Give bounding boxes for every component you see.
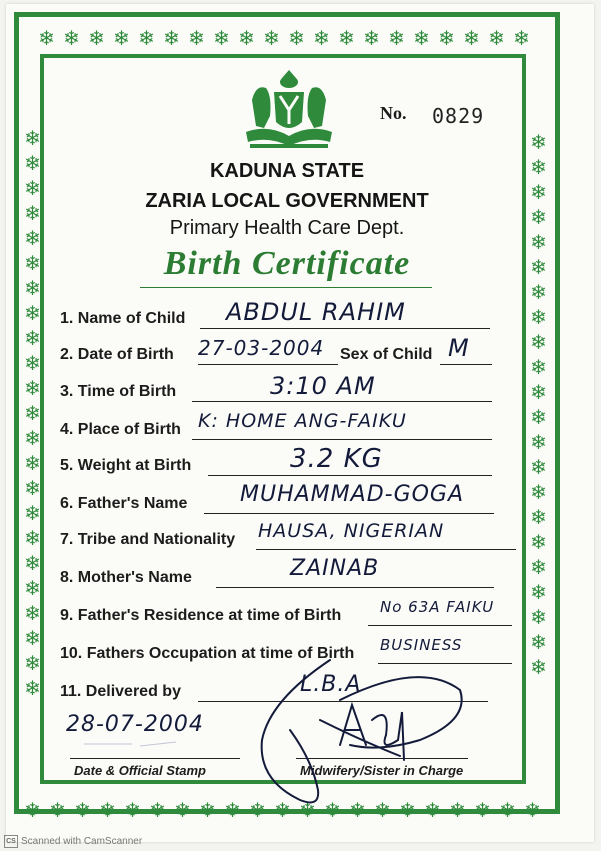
snowflake-icon: ❄ xyxy=(499,798,516,822)
snowflake-icon: ❄ xyxy=(530,480,547,504)
snowflake-icon: ❄ xyxy=(163,26,180,50)
field-label-name-of-child: 1. Name of Child xyxy=(60,310,186,327)
snowflake-icon: ❄ xyxy=(24,201,41,225)
snowflake-icon: ❄ xyxy=(63,26,80,50)
snowflake-icon: ❄ xyxy=(213,26,230,50)
value-delivered-by: L.B.A xyxy=(300,672,362,697)
snowflake-icon: ❄ xyxy=(24,151,41,175)
snowflake-icon: ❄ xyxy=(88,26,105,50)
value-fathers-residence: No 63A FAIKU xyxy=(380,598,495,616)
snowflake-icon: ❄ xyxy=(530,655,547,679)
snowflake-icon: ❄ xyxy=(24,576,41,600)
snowflake-icon: ❄ xyxy=(530,605,547,629)
snowflake-icon: ❄ xyxy=(74,798,91,822)
snowflake-icon: ❄ xyxy=(530,630,547,654)
snowflake-icon: ❄ xyxy=(24,451,41,475)
snowflake-icon: ❄ xyxy=(24,351,41,375)
snowflake-icon: ❄ xyxy=(188,26,205,50)
field-label-fathers-occupation: 10. Fathers Occupation at time of Birth xyxy=(60,645,355,662)
snowflake-icon: ❄ xyxy=(530,130,547,154)
snowflake-icon: ❄ xyxy=(530,380,547,404)
snowflake-icon: ❄ xyxy=(149,798,166,822)
snowflake-icon: ❄ xyxy=(374,798,391,822)
snowflake-icon: ❄ xyxy=(424,798,441,822)
value-tribe-nationality: HAUSA, NIGERIAN xyxy=(258,520,445,542)
value-weight-at-birth: 3.2 KG xyxy=(290,444,383,474)
snowflake-icon: ❄ xyxy=(238,26,255,50)
field-label-fathers-name: 6. Father's Name xyxy=(60,495,188,512)
date-stamp-caption: Date & Official Stamp xyxy=(74,763,206,778)
field-label-tribe-nationality: 7. Tribe and Nationality xyxy=(60,531,236,548)
snowflake-icon: ❄ xyxy=(530,455,547,479)
certificate-number: 0829 xyxy=(432,104,485,128)
field-label-place-of-birth: 4. Place of Birth xyxy=(60,421,181,438)
snowflake-icon: ❄ xyxy=(530,180,547,204)
snowflake-icon: ❄ xyxy=(113,26,130,50)
value-place-of-birth: K: HOME ANG-FAIKU xyxy=(198,410,407,432)
stamp-date: 28-07-2004 xyxy=(66,712,204,737)
field-label-date-of-birth: 2. Date of Birth xyxy=(60,346,174,363)
snowflake-icon: ❄ xyxy=(299,798,316,822)
snowflake-icon: ❄ xyxy=(530,530,547,554)
snowflake-icon: ❄ xyxy=(530,330,547,354)
snowflake-icon: ❄ xyxy=(313,26,330,50)
snowflake-icon: ❄ xyxy=(24,426,41,450)
snowflake-icon: ❄ xyxy=(124,798,141,822)
snowflake-icon: ❄ xyxy=(24,376,41,400)
field-label-fathers-residence: 9. Father's Residence at time of Birth xyxy=(60,607,342,624)
snowflake-icon: ❄ xyxy=(463,26,480,50)
snowflake-icon: ❄ xyxy=(349,798,366,822)
snowflake-icon: ❄ xyxy=(199,798,216,822)
snowflake-icon: ❄ xyxy=(530,580,547,604)
snowflake-icon: ❄ xyxy=(474,798,491,822)
snowflake-icon: ❄ xyxy=(530,305,547,329)
snowflake-icon: ❄ xyxy=(530,355,547,379)
snowflake-icon: ❄ xyxy=(24,276,41,300)
snowflake-icon: ❄ xyxy=(24,651,41,675)
field-label-time-of-birth: 3. Time of Birth xyxy=(60,383,177,400)
snowflake-icon: ❄ xyxy=(38,26,55,50)
snowflake-icon: ❄ xyxy=(530,430,547,454)
certificate-number-label: No. xyxy=(380,103,407,123)
value-date-of-birth: 27-03-2004 xyxy=(198,336,325,360)
department-heading: Primary Health Care Dept. xyxy=(169,217,405,239)
snowflake-icon: ❄ xyxy=(413,26,430,50)
snowflake-icon: ❄ xyxy=(530,230,547,254)
snowflake-icon: ❄ xyxy=(24,526,41,550)
snowflake-icon: ❄ xyxy=(338,26,355,50)
snowflake-icon: ❄ xyxy=(274,798,291,822)
snowflake-icon: ❄ xyxy=(24,226,41,250)
snowflake-icon: ❄ xyxy=(530,255,547,279)
snowflake-icon: ❄ xyxy=(24,301,41,325)
value-name-of-child: ABDUL RAHIM xyxy=(226,298,406,326)
value-fathers-name: MUHAMMAD-GOGA xyxy=(240,482,465,507)
state-heading: KADUNA STATE xyxy=(209,160,365,182)
snowflake-icon: ❄ xyxy=(24,601,41,625)
snowflake-icon: ❄ xyxy=(488,26,505,50)
snowflake-icon: ❄ xyxy=(24,798,41,822)
snowflake-icon: ❄ xyxy=(138,26,155,50)
value-sex-of-child: M xyxy=(448,334,470,362)
snowflake-icon: ❄ xyxy=(24,251,41,275)
value-fathers-occupation: BUSINESS xyxy=(380,636,463,654)
snowflake-icon: ❄ xyxy=(530,205,547,229)
snowflake-icon: ❄ xyxy=(49,798,66,822)
snowflake-icon: ❄ xyxy=(288,26,305,50)
scanner-text: Scanned with CamScanner xyxy=(21,836,143,847)
snowflake-icon: ❄ xyxy=(530,155,547,179)
snowflake-icon: ❄ xyxy=(530,405,547,429)
field-label-weight-at-birth: 5. Weight at Birth xyxy=(60,457,192,474)
snowflake-icon: ❄ xyxy=(249,798,266,822)
scanner-watermark xyxy=(4,835,142,848)
snowflake-icon: ❄ xyxy=(24,401,41,425)
snowflake-icon: ❄ xyxy=(263,26,280,50)
field-label-delivered-by: 11. Delivered by xyxy=(60,683,181,700)
value-mothers-name: ZAINAB xyxy=(290,556,380,581)
snowflake-icon: ❄ xyxy=(399,798,416,822)
local-government-heading: ZARIA LOCAL GOVERNMENT xyxy=(145,190,429,212)
snowflake-icon: ❄ xyxy=(530,555,547,579)
snowflake-icon: ❄ xyxy=(24,476,41,500)
midwife-caption: Midwifery/Sister in Charge xyxy=(300,763,464,778)
value-time-of-birth: 3:10 AM xyxy=(270,372,376,400)
field-label-mothers-name: 8. Mother's Name xyxy=(60,569,192,586)
snowflake-icon: ❄ xyxy=(24,501,41,525)
certificate-title: Birth Certificate xyxy=(163,245,411,282)
camscanner-icon: CS xyxy=(4,835,18,848)
snowflake-icon: ❄ xyxy=(24,326,41,350)
snowflake-icon: ❄ xyxy=(513,26,530,50)
snowflake-icon: ❄ xyxy=(363,26,380,50)
snowflake-icon: ❄ xyxy=(24,626,41,650)
snowflake-icon: ❄ xyxy=(224,798,241,822)
snowflake-icon: ❄ xyxy=(24,126,41,150)
snowflake-icon: ❄ xyxy=(174,798,191,822)
snowflake-icon: ❄ xyxy=(438,26,455,50)
snowflake-icon: ❄ xyxy=(530,280,547,304)
snowflake-icon: ❄ xyxy=(524,798,541,822)
snowflake-icon: ❄ xyxy=(388,26,405,50)
snowflake-icon: ❄ xyxy=(449,798,466,822)
snowflake-icon: ❄ xyxy=(24,551,41,575)
snowflake-icon: ❄ xyxy=(324,798,341,822)
snowflake-icon: ❄ xyxy=(530,505,547,529)
snowflake-icon: ❄ xyxy=(99,798,116,822)
snowflake-icon: ❄ xyxy=(24,676,41,700)
snowflake-icon: ❄ xyxy=(24,176,41,200)
field-label-sex-of-child: Sex of Child xyxy=(340,346,433,363)
